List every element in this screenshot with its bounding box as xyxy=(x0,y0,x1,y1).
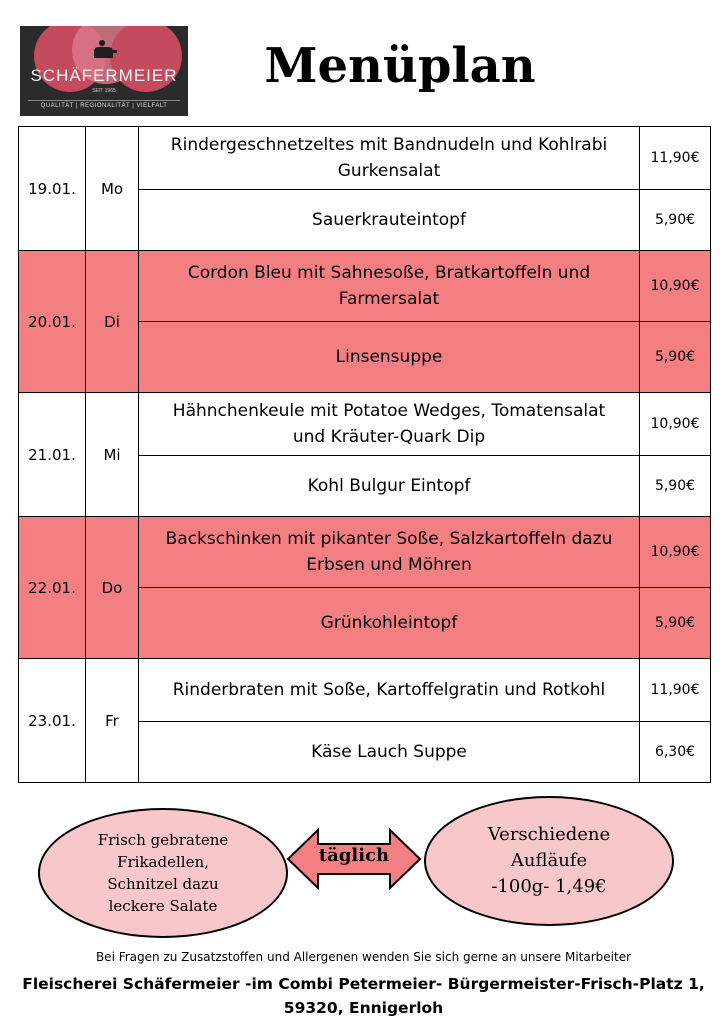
daily-offer-left-text xyxy=(98,829,229,917)
offer-line: -100g- 1,49€ xyxy=(491,876,607,897)
weekday-cell: Mo xyxy=(86,127,139,251)
offer-line: Frisch gebratene xyxy=(97,831,229,849)
table-row-mi-main xyxy=(19,393,711,456)
date-cell: 23.01. xyxy=(19,659,86,783)
dish-line-1: Cordon Bleu mit Sahnesoße, Bratkartoffeln und xyxy=(187,263,591,283)
table-row-mo-main xyxy=(19,127,711,190)
weekday-cell: Fr xyxy=(86,659,139,783)
main-dish-cell xyxy=(139,393,640,456)
logo-tagline: QUALITÄT | REGIONALITÄT | VIELFALT xyxy=(40,103,168,109)
daily-offer-right-text xyxy=(488,822,610,900)
offer-line: Aufläufe xyxy=(510,850,588,871)
daily-label: täglich xyxy=(318,845,390,866)
price-cell: 10,90€ xyxy=(640,517,711,588)
price-cell: 11,90€ xyxy=(640,127,711,190)
weekday-cell: Di xyxy=(86,251,139,393)
daily-offer-left-oval xyxy=(38,808,288,938)
dish-line-2: und Kräuter-Quark Dip xyxy=(292,427,486,447)
logo-since: SEIT 1965 xyxy=(92,88,116,94)
offer-line: Frikadellen, xyxy=(117,853,209,871)
logo xyxy=(20,26,188,116)
address-line-1: Fleischerei Schäfermeier -im Combi Petermeier- Bürgermeister-Frisch-Platz 1, xyxy=(22,975,705,993)
soup-dish-cell: Kohl Bulgur Eintopf xyxy=(139,456,640,517)
soup-dish-cell: Linsensuppe xyxy=(139,322,640,393)
allergen-note: Bei Fragen zu Zusatzstoffen und Allergenen wenden Sie sich gerne an unsere Mitarbeiter xyxy=(95,950,632,964)
price-cell: 10,90€ xyxy=(640,251,711,322)
dish-line-1: Backschinken mit pikanter Soße, Salzkartoffeln dazu xyxy=(165,529,613,549)
main-dish-cell xyxy=(139,251,640,322)
price-cell: 5,90€ xyxy=(640,588,711,659)
main-dish-cell xyxy=(139,127,640,190)
table-row-do-main xyxy=(19,517,711,588)
offer-line: Verschiedene xyxy=(487,824,611,845)
dish-line-1: Hähnchenkeule mit Potatoe Wedges, Tomatensalat xyxy=(172,401,606,421)
daily-offer-right-oval xyxy=(424,796,674,926)
soup-dish-cell: Käse Lauch Suppe xyxy=(139,722,640,783)
farm-animals-icon xyxy=(90,38,120,62)
offer-line: leckere Salate xyxy=(108,897,218,915)
dish-line-2: Farmersalat xyxy=(338,289,440,309)
offer-line: Schnitzel dazu xyxy=(107,875,219,893)
soup-dish-cell: Grünkohleintopf xyxy=(139,588,640,659)
logo-divider xyxy=(28,100,180,101)
date-cell: 20.01. xyxy=(19,251,86,393)
dish-line-2: Erbsen und Möhren xyxy=(306,555,472,575)
table-row-fr-main xyxy=(19,659,711,722)
page-title: Menüplan xyxy=(264,38,536,94)
price-cell: 11,90€ xyxy=(640,659,711,722)
date-cell: 22.01. xyxy=(19,517,86,659)
logo-brand: SCHÄFERMEIER xyxy=(30,66,178,85)
date-cell: 19.01. xyxy=(19,127,86,251)
price-cell: 6,30€ xyxy=(640,722,711,783)
soup-dish-cell: Sauerkrauteintopf xyxy=(139,190,640,251)
date-cell: 21.01. xyxy=(19,393,86,517)
address xyxy=(0,972,727,1020)
main-dish-cell xyxy=(139,517,640,588)
price-cell: 5,90€ xyxy=(640,190,711,251)
main-dish-cell: Rinderbraten mit Soße, Kartoffelgratin und Rotkohl xyxy=(139,659,640,722)
table-row-di-main xyxy=(19,251,711,322)
dish-line-2: Gurkensalat xyxy=(337,161,441,181)
address-line-2: 59320, Ennigerloh xyxy=(283,999,444,1017)
weekday-cell: Mi xyxy=(86,393,139,517)
price-cell: 10,90€ xyxy=(640,393,711,456)
dish-line-1: Rindergeschnetzeltes mit Bandnudeln und Kohlrabi xyxy=(170,135,608,155)
price-cell: 5,90€ xyxy=(640,456,711,517)
menu-table xyxy=(18,126,711,783)
price-cell: 5,90€ xyxy=(640,322,711,393)
weekday-cell: Do xyxy=(86,517,139,659)
